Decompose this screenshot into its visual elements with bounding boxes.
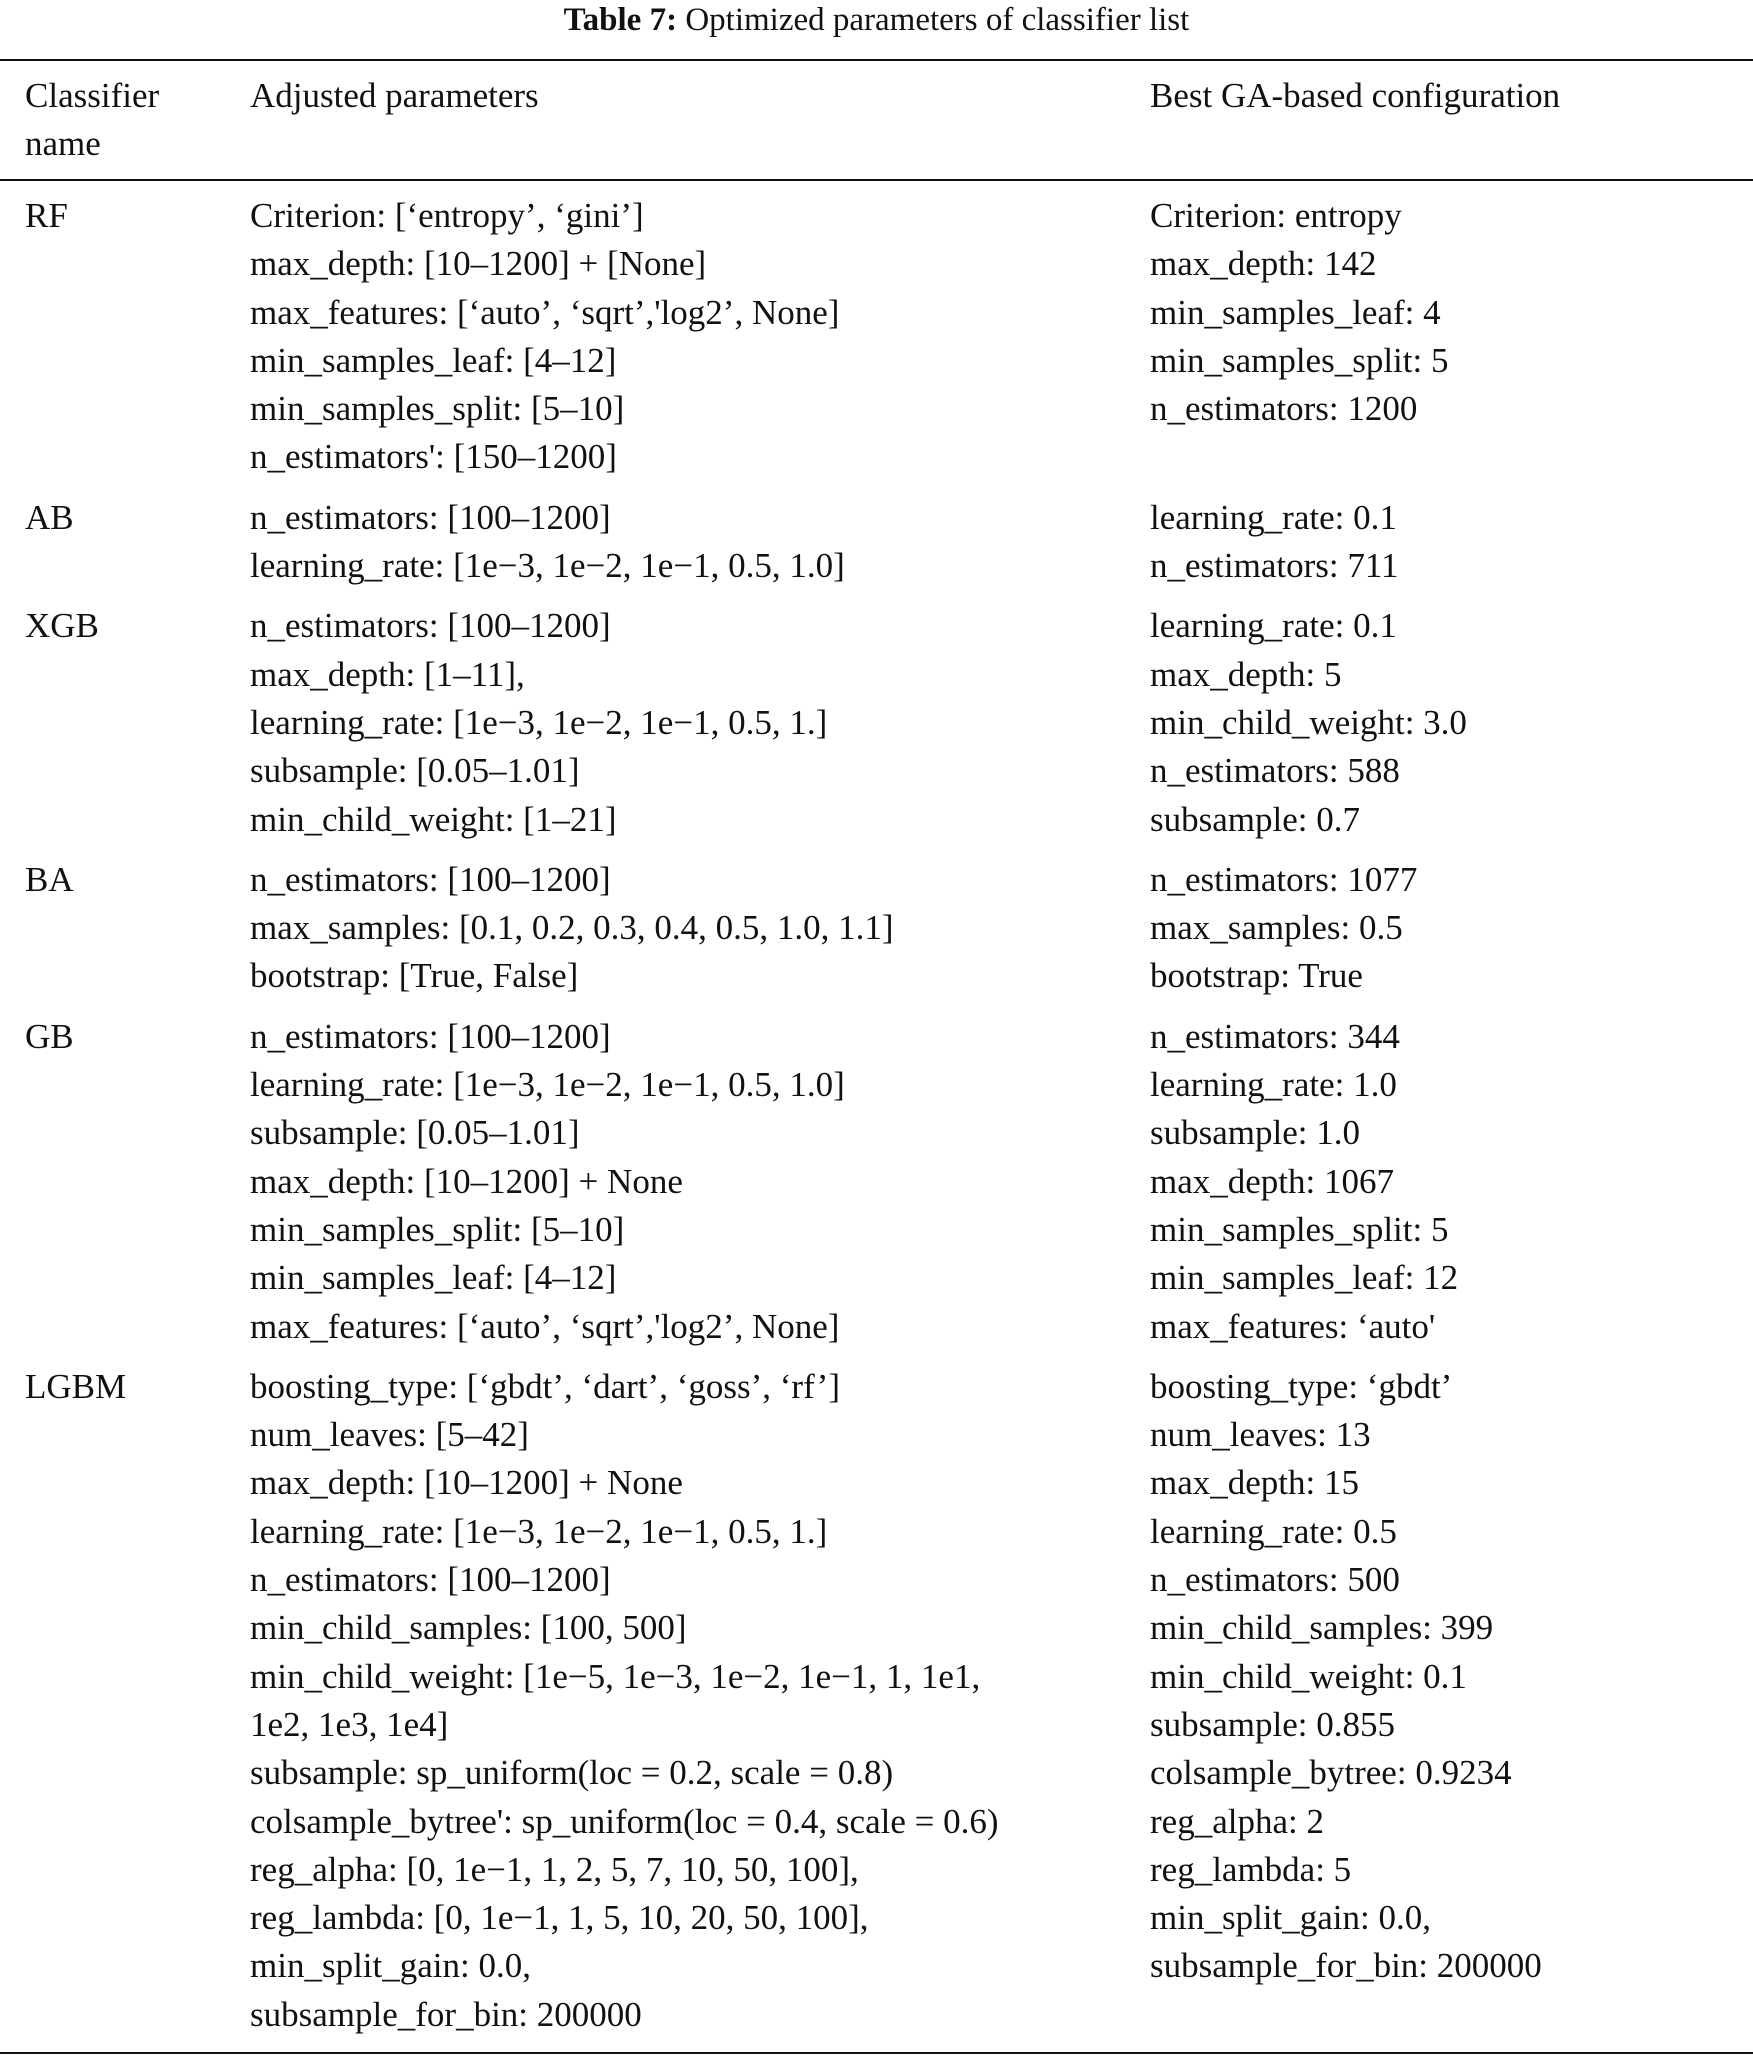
adjusted-parameter-line: learning_rate: [1e−3, 1e−2, 1e−1, 0.5, 1.0] xyxy=(250,1065,845,1105)
table-row xyxy=(0,602,1753,843)
table-header-rule xyxy=(0,179,1753,181)
adjusted-parameters-cell xyxy=(250,1013,1130,1351)
best-configuration-line: max_depth: 142 xyxy=(1150,244,1377,284)
classifier-name-cell: RF xyxy=(25,196,68,235)
best-configuration-line: min_child_samples: 399 xyxy=(1150,1608,1494,1648)
best-configuration-line: learning_rate: 0.1 xyxy=(1150,497,1397,537)
table-row xyxy=(0,1363,1753,2039)
best-configuration-line: min_samples_leaf: 4 xyxy=(1150,292,1441,332)
header-classifier-line1: Classifier xyxy=(25,76,160,115)
best-configuration-line: learning_rate: 1.0 xyxy=(1150,1065,1397,1105)
table-body xyxy=(0,192,1753,2039)
adjusted-parameter-line: subsample: sp_uniform(loc = 0.2, scale = 0.8) xyxy=(250,1753,894,1793)
table-row xyxy=(0,192,1753,482)
best-configuration-cell xyxy=(1150,1363,1740,1991)
table-bottom-rule xyxy=(0,2052,1753,2054)
classifier-name-cell: BA xyxy=(25,859,74,899)
best-configuration-line: learning_rate: 0.5 xyxy=(1150,1511,1397,1551)
adjusted-parameter-line: bootstrap: [True, False] xyxy=(250,956,579,996)
adjusted-parameter-line: min_samples_leaf: [4–12] xyxy=(250,1258,617,1298)
adjusted-parameter-line: learning_rate: [1e−3, 1e−2, 1e−1, 0.5, 1.] xyxy=(250,702,828,742)
best-configuration-line: subsample: 0.7 xyxy=(1150,799,1360,839)
best-configuration-line: boosting_type: ‘gbdt’ xyxy=(1150,1366,1453,1406)
adjusted-parameter-line: n_estimators: [100–1200] xyxy=(250,859,611,899)
adjusted-parameter-line: min_samples_split: [5–10] xyxy=(250,389,625,429)
adjusted-parameter-line: reg_alpha: [0, 1e−1, 1, 2, 5, 7, 10, 50, 100], xyxy=(250,1849,859,1889)
best-configuration-line: max_depth: 1067 xyxy=(1150,1161,1394,1201)
best-configuration-line: num_leaves: 13 xyxy=(1150,1415,1371,1455)
adjusted-parameter-line: max_depth: [1–11], xyxy=(250,654,525,694)
table-row xyxy=(0,494,1753,591)
adjusted-parameter-line: min_samples_split: [5–10] xyxy=(250,1209,625,1249)
best-configuration-line: subsample_for_bin: 200000 xyxy=(1150,1946,1542,1986)
best-configuration-line: n_estimators: 500 xyxy=(1150,1560,1400,1600)
best-configuration-line: learning_rate: 0.1 xyxy=(1150,606,1397,646)
header-classifier-line2: name xyxy=(25,124,101,163)
adjusted-parameter-line: min_child_samples: [100, 500] xyxy=(250,1608,687,1648)
adjusted-parameter-line: max_depth: [10–1200] + None xyxy=(250,1161,683,1201)
table-caption-text: Optimized parameters of classifier list xyxy=(685,2,1190,38)
best-configuration-line: reg_alpha: 2 xyxy=(1150,1801,1324,1841)
adjusted-parameter-line: num_leaves: [5–42] xyxy=(250,1415,529,1455)
best-configuration-line: min_samples_split: 5 xyxy=(1150,340,1449,380)
adjusted-parameter-line: n_estimators: [100–1200] xyxy=(250,1016,611,1056)
adjusted-parameters-cell xyxy=(250,192,1130,482)
table-caption-label: Table 7: xyxy=(563,2,678,38)
best-configuration-line: max_depth: 15 xyxy=(1150,1463,1359,1503)
best-configuration-line: n_estimators: 1200 xyxy=(1150,389,1418,429)
best-configuration-line: subsample: 1.0 xyxy=(1150,1113,1360,1153)
best-configuration-line: Criterion: entropy xyxy=(1150,196,1402,235)
best-configuration-line: n_estimators: 588 xyxy=(1150,751,1400,791)
classifier-name-cell: LGBM xyxy=(25,1366,127,1406)
best-configuration-line: min_child_weight: 0.1 xyxy=(1150,1656,1467,1696)
best-configuration-line: min_samples_split: 5 xyxy=(1150,1209,1449,1249)
adjusted-parameter-line: min_split_gain: 0.0, xyxy=(250,1946,531,1986)
best-configuration-line: max_depth: 5 xyxy=(1150,654,1342,694)
adjusted-parameter-line: max_depth: [10–1200] + [None] xyxy=(250,244,707,284)
classifier-name-cell: AB xyxy=(25,497,74,537)
table-caption xyxy=(0,0,1753,40)
adjusted-parameter-line: subsample: [0.05–1.01] xyxy=(250,751,580,791)
best-configuration-line: max_samples: 0.5 xyxy=(1150,908,1403,948)
best-configuration-line: min_child_weight: 3.0 xyxy=(1150,702,1467,742)
best-configuration-line: colsample_bytree: 0.9234 xyxy=(1150,1753,1512,1793)
adjusted-parameters-cell xyxy=(250,856,1130,1001)
best-configuration-line: n_estimators: 1077 xyxy=(1150,859,1418,899)
best-configuration-line: max_features: ‘auto' xyxy=(1150,1306,1436,1346)
adjusted-parameter-line: max_features: [‘auto’, ‘sqrt’,'log2’, None] xyxy=(250,292,840,332)
adjusted-parameter-line: 1e2, 1e3, 1e4] xyxy=(250,1704,449,1744)
best-configuration-line: subsample: 0.855 xyxy=(1150,1704,1395,1744)
table-row xyxy=(0,856,1753,1001)
best-configuration-cell xyxy=(1150,1013,1740,1351)
adjusted-parameter-line: subsample: [0.05–1.01] xyxy=(250,1113,580,1153)
adjusted-parameter-line: min_child_weight: [1e−5, 1e−3, 1e−2, 1e−1, 1, 1e1, xyxy=(250,1656,981,1696)
header-best-configuration: Best GA-based configuration xyxy=(1150,76,1561,115)
adjusted-parameter-line: n_estimators: [100–1200] xyxy=(250,606,611,646)
best-configuration-line: bootstrap: True xyxy=(1150,956,1363,996)
table-row xyxy=(0,1013,1753,1351)
adjusted-parameter-line: reg_lambda: [0, 1e−1, 1, 5, 10, 20, 50, 100], xyxy=(250,1898,869,1938)
adjusted-parameter-line: max_samples: [0.1, 0.2, 0.3, 0.4, 0.5, 1.0, 1.1] xyxy=(250,908,894,948)
adjusted-parameter-line: learning_rate: [1e−3, 1e−2, 1e−1, 0.5, 1.] xyxy=(250,1511,828,1551)
adjusted-parameter-line: subsample_for_bin: 200000 xyxy=(250,1994,642,2034)
adjusted-parameter-line: min_child_weight: [1–21] xyxy=(250,799,617,839)
adjusted-parameters-cell xyxy=(250,494,1130,591)
best-configuration-line: min_samples_leaf: 12 xyxy=(1150,1258,1459,1298)
adjusted-parameter-line: n_estimators: [100–1200] xyxy=(250,497,611,537)
classifier-name-cell: GB xyxy=(25,1016,74,1056)
best-configuration-cell xyxy=(1150,192,1740,433)
best-configuration-line: n_estimators: 711 xyxy=(1150,546,1399,586)
best-configuration-line: n_estimators: 344 xyxy=(1150,1016,1400,1056)
adjusted-parameter-line: boosting_type: [‘gbdt’, ‘dart’, ‘goss’, ‘rf’] xyxy=(250,1366,840,1406)
best-configuration-line: reg_lambda: 5 xyxy=(1150,1849,1352,1889)
header-classifier-name xyxy=(25,72,159,168)
adjusted-parameter-line: max_depth: [10–1200] + None xyxy=(250,1463,683,1503)
best-configuration-cell xyxy=(1150,856,1740,1001)
adjusted-parameters-cell xyxy=(250,602,1130,843)
adjusted-parameter-line: colsample_bytree': sp_uniform(loc = 0.4, scale = 0.6) xyxy=(250,1801,999,1841)
table-top-rule xyxy=(0,59,1753,61)
adjusted-parameters-cell xyxy=(250,1363,1130,2039)
best-configuration-cell xyxy=(1150,494,1740,591)
adjusted-parameter-line: Criterion: [‘entropy’, ‘gini’] xyxy=(250,196,644,235)
classifier-name-cell: XGB xyxy=(25,606,99,646)
adjusted-parameter-line: n_estimators': [150–1200] xyxy=(250,437,617,477)
adjusted-parameter-line: min_samples_leaf: [4–12] xyxy=(250,340,617,380)
adjusted-parameter-line: n_estimators: [100–1200] xyxy=(250,1560,611,1600)
adjusted-parameter-line: max_features: [‘auto’, ‘sqrt’,'log2’, None] xyxy=(250,1306,840,1346)
best-configuration-cell xyxy=(1150,602,1740,843)
header-adjusted-parameters: Adjusted parameters xyxy=(250,76,539,115)
best-configuration-line: min_split_gain: 0.0, xyxy=(1150,1898,1431,1938)
adjusted-parameter-line: learning_rate: [1e−3, 1e−2, 1e−1, 0.5, 1.0] xyxy=(250,546,845,586)
